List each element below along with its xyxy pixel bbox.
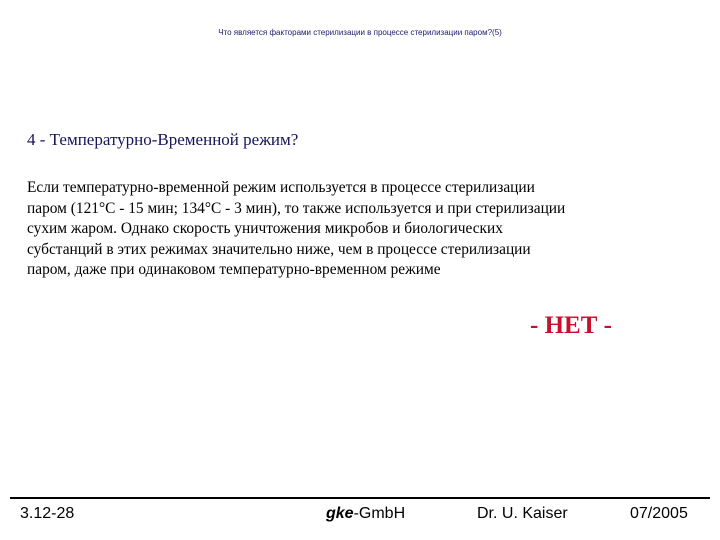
company-brand: gke: [326, 505, 354, 522]
footer-divider: [10, 497, 710, 499]
footer-company: [326, 505, 405, 523]
footer-author: Dr. U. Kaiser: [477, 505, 568, 522]
company-suffix: -GmbH: [353, 505, 406, 522]
answer-label: - НЕТ -: [530, 312, 612, 339]
section-heading: 4 - Температурно-Временной режим?: [27, 130, 299, 149]
footer-date: 07/2005: [630, 505, 688, 522]
footer-slide-number: 3.12-28: [20, 505, 75, 522]
body-paragraph: Если температурно-временной режим используется в процессе стерилизации паром (121°C - 15 мин; 134°C - 3 мин), то также используется и при стерилизации сухим жаром. Однако скорость уничтожения микробов и биологических субстанций в этих режимах значительно ниже, чем в процессе стерилизации паром, даже при одинаковом температурно-временном режиме: [27, 179, 566, 278]
slide-header-title: Что является факторами стерилизации в процессе стерилизации паром?(5): [218, 28, 502, 37]
